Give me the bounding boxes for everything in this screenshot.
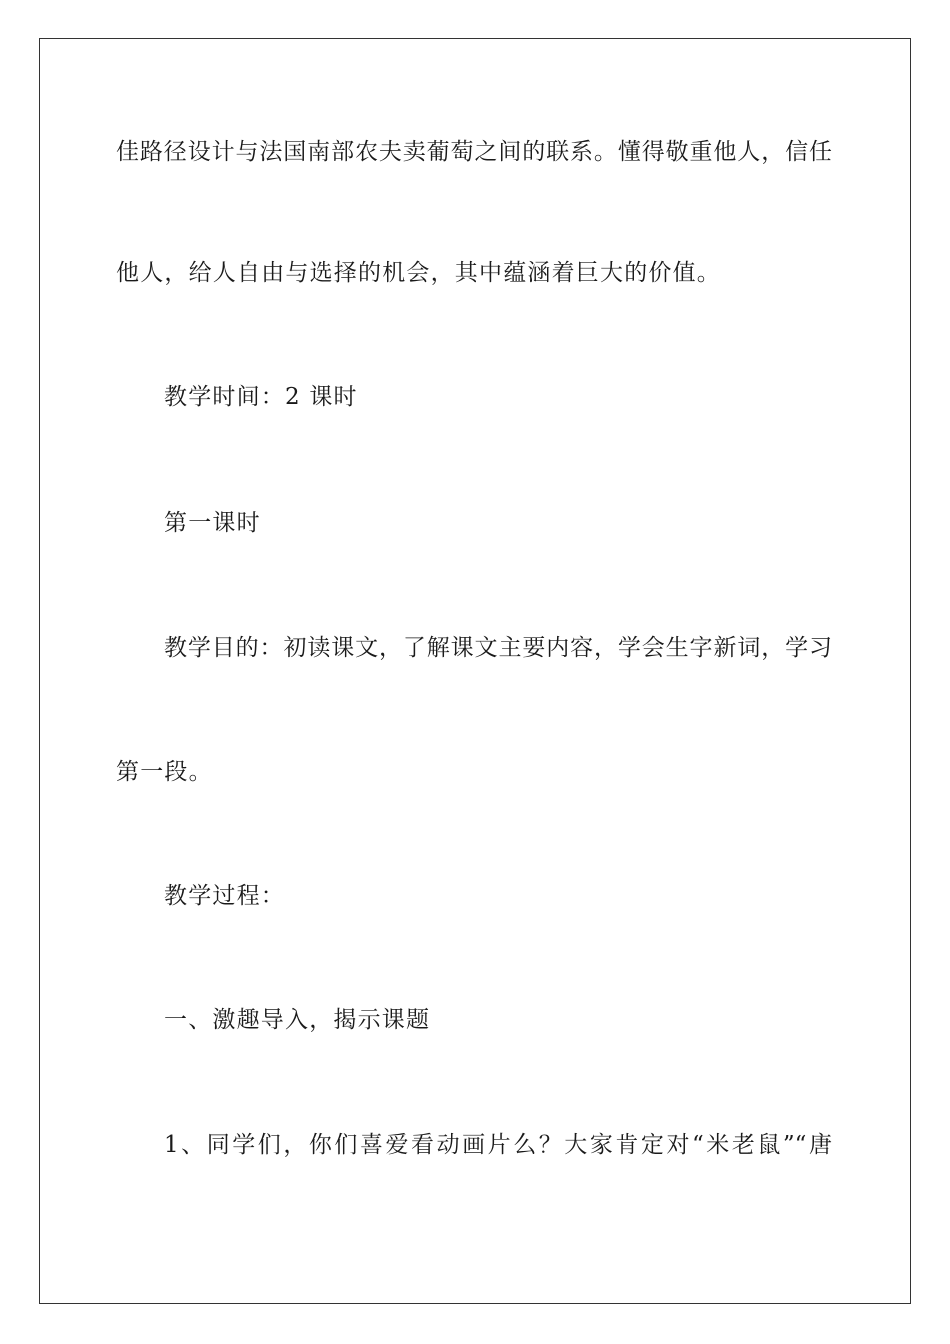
teaching-time-line: 教学时间：2 课时 [164, 384, 358, 410]
teaching-goal-line: 教学目的：初读课文，了解课文主要内容，学会生字新词，学习 [164, 635, 832, 661]
teaching-goal-line-continued: 第一段。 [116, 759, 213, 785]
first-lesson-heading: 第一课时 [164, 510, 261, 536]
paragraph-line-1: 佳路径设计与法国南部农夫卖葡萄之间的联系。懂得敬重他人，信任 [116, 139, 832, 165]
paragraph-line-2: 他人，给人自由与选择的机会，其中蕴涵着巨大的价值。 [116, 260, 721, 286]
item-one-line: 1、同学们，你们喜爱看动画片么？大家肯定对“米老鼠”“唐 [164, 1132, 832, 1158]
page-border [39, 38, 911, 1304]
teaching-process-heading: 教学过程： [164, 883, 285, 909]
section-one-heading: 一、激趣导入，揭示课题 [164, 1007, 431, 1033]
